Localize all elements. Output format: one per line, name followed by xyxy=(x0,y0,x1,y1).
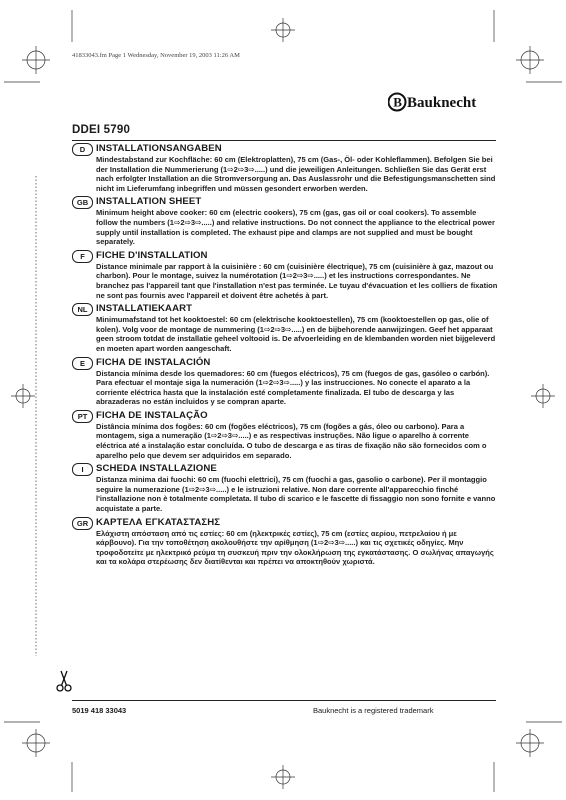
language-badge: I xyxy=(72,463,93,476)
section-title: SCHEDA INSTALLAZIONE xyxy=(96,463,217,475)
section-title: FICHA DE INSTALACIÓN xyxy=(96,356,211,368)
trademark-notice: Bauknecht is a registered trademark xyxy=(313,706,434,715)
section-text: Minimumafstand tot het kooktoestel: 60 cm (elektrische kooktoestellen), 75 cm (kooktoestellen op gas, olie of kolen). Volg voor de montage de nummering (1⇨2⇨3⇨.....) en de bijbehorende aanwijzingen. Geef het apparaat geen stroom totdat de installatie geheel voltooid is. De afvoerleiding en de klembanden worden niet bijgeleverd en moeten apart worden aangeschaft. xyxy=(96,315,496,353)
svg-text:B: B xyxy=(393,94,402,110)
registration-mark-top-right xyxy=(516,46,544,74)
footer-divider xyxy=(72,700,496,701)
svg-text:Bauknecht: Bauknecht xyxy=(407,95,477,111)
section-title: INSTALLATION SHEET xyxy=(96,196,202,208)
section-gr xyxy=(72,517,498,567)
section-text: Distanza minima dai fuochi: 60 cm (fuochi elettrici), 75 cm (fuochi a gas, gasolio o carbone). Per il montaggio seguire la numerazione (1⇨2⇨3⇨.....) e le istruzioni relative. Non dare corrente all'apparecchio finché l'installazione non è totalmente completata. Il tubo di scarico e le fascette di fissaggio non sono fornite e vanno acquistate a parte. xyxy=(96,475,496,514)
registration-mark-bottom-center xyxy=(271,765,295,789)
section-text: Distance minimale par rapport à la cuisinière : 60 cm (cuisinière électrique), 75 cm (cuisinière à gaz, mazout ou charbon). Pour le montage, suivez la numérotation (1⇨2⇨3⇨.....) et les instructions correspondantes. Ne branchez pas l'appareil tant que l'installation n'est pas terminée. Le tuyau d'évacuation et les colliers de fixation ne sont pas fournis avec l'appareil et doivent être achetés à part. xyxy=(96,261,498,300)
language-badge: D xyxy=(72,143,93,156)
bauknecht-logo xyxy=(388,90,488,114)
language-badge: E xyxy=(72,357,93,370)
section-fr xyxy=(72,250,498,300)
section-nl xyxy=(72,303,498,353)
model-number: DDEI 5790 xyxy=(72,124,131,136)
section-de xyxy=(72,143,498,193)
section-text: Ελάχιστη απόσταση από τις εστίες: 60 cm (ηλεκτρικές εστίες), 75 cm (εστίες αερίου, πετρελαίου ή με κάρβουνο). Για την τοποθέτηση ακολουθήστε την αρίθμηση (1⇨2⇨3⇨.....) και τις σχετικές οδηγίες. Μην τροφοδοτείτε με ηλεκτρικό ρεύμα τη συσκευή πριν την ολοκλήρωση της εγκατάστασης. Ο σωλήνας απαγωγής και τα κολάρα στερέωσης δεν διατίθενται και πρέπει να αποκτηθούν χωριστά. xyxy=(96,528,494,567)
language-badge: PT xyxy=(72,410,93,423)
section-it xyxy=(72,463,498,513)
section-title: ΚΑΡΤΕΛΑ ΕΓΚΑΤΑΣΤΑΣΗΣ xyxy=(96,516,221,528)
header-divider xyxy=(72,140,496,141)
section-title: INSTALLATIONSANGABEN xyxy=(96,143,222,154)
registration-mark-top-left xyxy=(22,46,50,74)
section-title: FICHA DE INSTALAÇÃO xyxy=(96,409,208,421)
language-badge: F xyxy=(72,250,93,263)
language-badge: NL xyxy=(72,303,93,316)
installation-sections xyxy=(72,143,498,570)
section-es xyxy=(72,357,498,407)
language-badge: GR xyxy=(72,517,93,530)
section-pt xyxy=(72,410,498,460)
registration-mark-right-middle xyxy=(531,384,555,408)
registration-mark-top-center xyxy=(271,18,295,42)
language-badge: GB xyxy=(72,196,93,209)
section-text: Distancia mínima desde los quemadores: 60 cm (fuegos eléctricos), 75 cm (fuegos de gas, gasóleo o carbón). Para efectuar el montaje siga la numeración (1⇨2⇨3⇨.....) y las instrucciones. No conecte el aparato a la corriente eléctrica hasta que la instalación esté completamente finalizada. El tubo de descarga y las abrazaderas no están incluidos y se compran aparte. xyxy=(96,368,490,407)
section-title: INSTALLATIEKAART xyxy=(96,303,193,315)
registration-mark-bottom-right xyxy=(516,729,544,757)
section-gb xyxy=(72,196,498,246)
registration-mark-left-middle xyxy=(11,384,35,408)
section-title: FICHE D'INSTALLATION xyxy=(96,249,208,261)
section-text: Distância mínima dos fogões: 60 cm (fogões eléctricos), 75 cm (fogões a gás, óleo ou carbono). Para a montagem, siga a numeração (1⇨2⇨3⇨.....) e as respectivas instruções. Não ligue o aparelho à corrente eléctrica até a instalação estar concluída. O tubo de descarga e as tiras de fixação não são fornecidos com o aparelho pelo que devem ser adquiridos em separado. xyxy=(96,421,487,460)
scissors-icon xyxy=(56,669,72,693)
document-code: 5019 418 33043 xyxy=(72,706,127,715)
registration-mark-bottom-left xyxy=(22,729,50,757)
section-text: Minimum height above cooker: 60 cm (electric cookers), 75 cm (gas, gas oil or coal cookers). To assemble follow the numbers (1⇨2⇨3⇨.....) and relative instructions. Do not connect the appliance to the electrical power supply until installation is completed. The exhaust pipe and clamps are not supplied and must be bought separately. xyxy=(96,208,495,247)
section-text: Mindestabstand zur Kochfläche: 60 cm (Elektroplatten), 75 cm (Gas-, Öl- oder Kohleflammen). Befolgen Sie bei der Installation die Nummerierung (1⇨2⇨3⇨.....) und die jeweiligen Anleitungen. Schließen Sie das Gerät erst nach erfolgter Installation an die Stromversorgung an. Das Auslassrohr und die Befestigungsmanschetten sind nicht im Lieferumfang inbegriffen und müssen gesondert erworben werden. xyxy=(96,155,496,193)
print-job-header: 41833043.fm Page 1 Wednesday, November 19, 2003 11:26 AM xyxy=(72,52,240,59)
